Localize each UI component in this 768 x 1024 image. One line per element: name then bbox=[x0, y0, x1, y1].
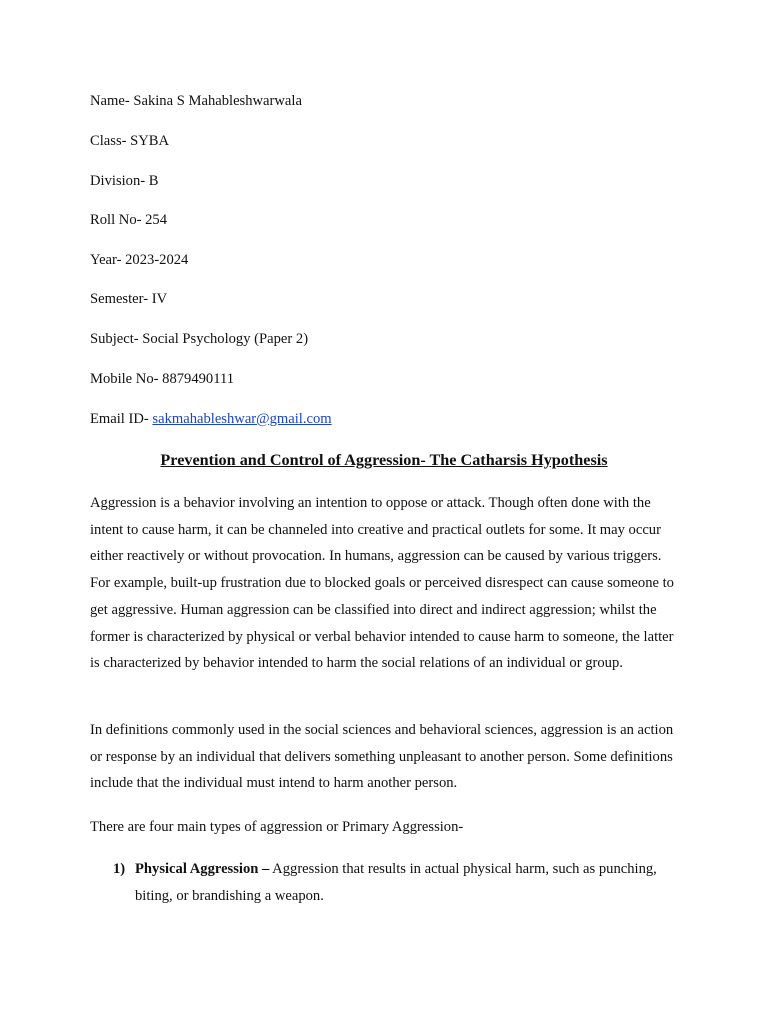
email-link[interactable]: sakmahableshwar@gmail.com bbox=[152, 411, 332, 427]
student-division: Division- B bbox=[90, 173, 159, 189]
subject: Subject- Social Psychology (Paper 2) bbox=[90, 331, 309, 347]
mobile-number: Mobile No- 8879490111 bbox=[90, 371, 235, 387]
paragraph-aggression-intro: Aggression is a behavior involving an intention to oppose or attack. Though often done with the intent to cause harm, it can be channeled into creative and practical outlets for some. It may occur either reactively or without provocation. In humans, aggression can be caused by various triggers. For example, built-up frustration due to blocked goals or perceived disrespect can cause someone to get aggressive. Human aggression can be classified into direct and indirect aggression; whilst the former is characterized by physical or verbal behavior intended to cause harm to someone, the latter is characterized by behavior intended to harm the social relations of an individual or group. bbox=[90, 495, 674, 672]
aggression-types-list bbox=[113, 856, 683, 910]
academic-year: Year- 2023-2024 bbox=[90, 252, 189, 268]
list-item-term: Physical Aggression – bbox=[135, 861, 270, 877]
list-item-body bbox=[135, 856, 683, 910]
paragraph-definitions: In definitions commonly used in the social sciences and behavioral sciences, aggression is an action or response by an individual that delivers something unpleasant to another person. Some definitions include that the individual must intend to harm another person. bbox=[90, 722, 674, 792]
semester: Semester- IV bbox=[90, 291, 168, 307]
list-item-text: Aggression that results in actual physical harm, such as punching, biting, or brandishing a weapon. bbox=[135, 861, 657, 904]
student-name: Name- Sakina S Mahableshwarwala bbox=[90, 93, 302, 109]
document-title: Prevention and Control of Aggression- The Catharsis Hypothesis bbox=[160, 451, 608, 469]
student-class: Class- SYBA bbox=[90, 133, 170, 149]
list-item-number: 1) bbox=[113, 861, 126, 877]
list-item bbox=[113, 856, 683, 910]
student-roll-no: Roll No- 254 bbox=[90, 212, 168, 228]
email-label: Email ID- bbox=[90, 411, 153, 427]
paragraph-types-intro: There are four main types of aggression or Primary Aggression- bbox=[90, 819, 464, 835]
email-line bbox=[90, 411, 332, 428]
